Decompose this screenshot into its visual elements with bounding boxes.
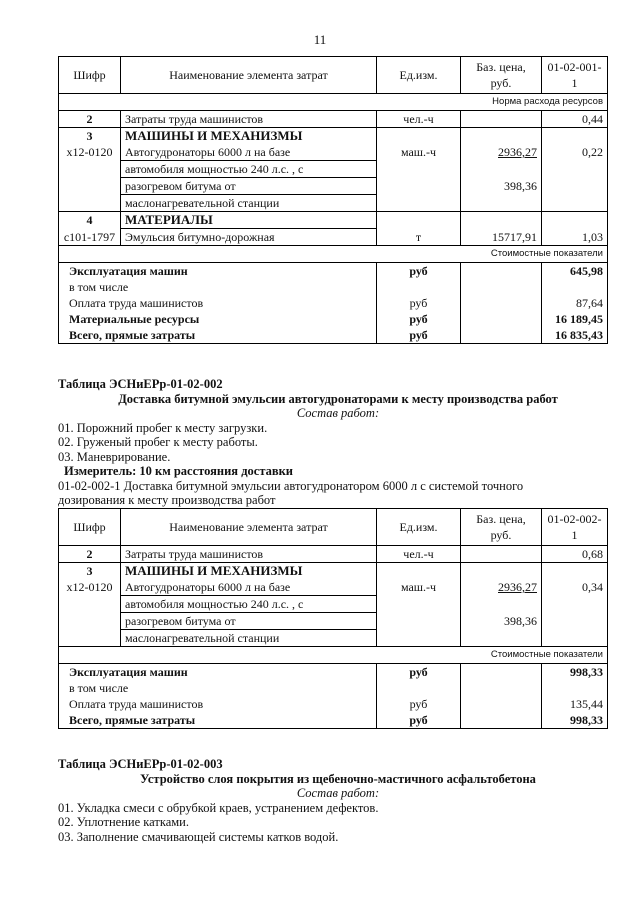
summary-row: Эксплуатация машин руб 645,98: [59, 263, 608, 280]
table-row: с101-1797 Эмульсия битумно-дорожная т 15717,91 1,03: [59, 229, 608, 246]
header-name: Наименование элемента затрат: [121, 509, 377, 546]
section-cost-row: [59, 246, 608, 263]
work-step: 03. Заполнение смачивающей системы катков водой.: [58, 829, 339, 844]
table-3-intro: [58, 757, 618, 844]
summary-row: Всего, прямые затраты руб 16 835,43: [59, 327, 608, 344]
section-norm-label: Норма расхода ресурсов: [59, 94, 608, 111]
header-price: Баз. цена, руб.: [461, 509, 542, 546]
header-price: Баз. цена, руб.: [461, 57, 542, 94]
table-3-title: Устройство слоя покрытия из щебеночно-мастичного асфальтобетона: [140, 771, 536, 786]
header-unit: Ед.изм.: [377, 509, 461, 546]
section-cost-label: Стоимостные показатели: [59, 246, 608, 263]
header-unit: Ед.изм.: [377, 57, 461, 94]
work-step: 03. Маневрирование.: [58, 449, 171, 464]
table-2-desc: дозирования к месту производства работ: [58, 493, 276, 507]
section-cost-label: Стоимостные показатели: [59, 647, 608, 664]
header-name: Наименование элемента затрат: [121, 57, 377, 94]
table-row: 3 х12-0120 МАШИНЫ И МЕХАНИЗМЫ Автогудронаторы 6000 л на базе маш.-ч 2936,27 0,22: [59, 128, 608, 161]
summary-row: в том числе: [59, 279, 608, 295]
table-row: разогревом битума от 398,36: [59, 613, 608, 630]
table-row: маслонагревательной станции: [59, 195, 608, 212]
table-row: разогревом битума от 398,36: [59, 178, 608, 195]
summary-row: Эксплуатация машин руб 998,33: [59, 664, 608, 681]
table-2-id: Таблица ЭСНиЕРр-01-02-002: [58, 377, 223, 391]
table-header: [59, 57, 608, 94]
table-2-desc: 01-02-002-1 Доставка битумной эмульсии автогудронатором 6000 л с системой точного: [58, 478, 524, 493]
table-row: 2 Затраты труда машинистов чел.-ч 0,44: [59, 111, 608, 128]
header-norm-code: 01-02-001-1: [542, 57, 608, 94]
table-row: 2 Затраты труда машинистов чел.-ч 0,68: [59, 546, 608, 563]
table-2-measure: Измеритель: 10 км расстояния доставки: [64, 464, 294, 478]
page-number: 11: [313, 32, 327, 47]
table-3-id: Таблица ЭСНиЕРр-01-02-003: [58, 757, 223, 771]
section-cost-row: [59, 647, 608, 664]
summary-row: Оплата труда машинистов руб 135,44: [59, 696, 608, 712]
table-2-intro: [58, 377, 618, 508]
table-2-subtitle: Состав работ:: [296, 406, 380, 420]
work-step: 02. Груженый пробег к месту работы.: [58, 435, 258, 449]
work-step: 01. Порожний пробег к месту загрузки.: [58, 420, 268, 435]
work-step: 02. Уплотнение катками.: [58, 815, 189, 829]
table-row: маслонагревательной станции: [59, 630, 608, 647]
table-row: 4 МАТЕРИАЛЫ: [59, 212, 608, 229]
table-3-subtitle: Состав работ:: [296, 786, 380, 800]
table-row: автомобиля мощностью 240 л.с. , с: [59, 596, 608, 613]
summary-row: Материальные ресурсы руб 16 189,45: [59, 311, 608, 327]
table-header: [59, 509, 608, 546]
summary-row: Оплата труда машинистов руб 87,64: [59, 295, 608, 311]
resource-table-1: [58, 56, 608, 344]
table-row: автомобиля мощностью 240 л.с. , с: [59, 161, 608, 178]
resource-table-2: [58, 508, 608, 729]
section-norm-row: [59, 94, 608, 111]
work-step: 01. Укладка смеси с обрубкой краев, устранением дефектов.: [58, 800, 379, 815]
header-norm-code: 01-02-002-1: [542, 509, 608, 546]
table-2-title: Доставка битумной эмульсии автогудронаторами к месту производства работ: [118, 391, 558, 406]
summary-row: Всего, прямые затраты руб 998,33: [59, 712, 608, 729]
header-code: Шифр: [59, 57, 121, 94]
table-row: 3 х12-0120 МАШИНЫ И МЕХАНИЗМЫ Автогудронаторы 6000 л на базе маш.-ч 2936,27 0,34: [59, 563, 608, 596]
summary-row: в том числе: [59, 680, 608, 696]
header-code: Шифр: [59, 509, 121, 546]
